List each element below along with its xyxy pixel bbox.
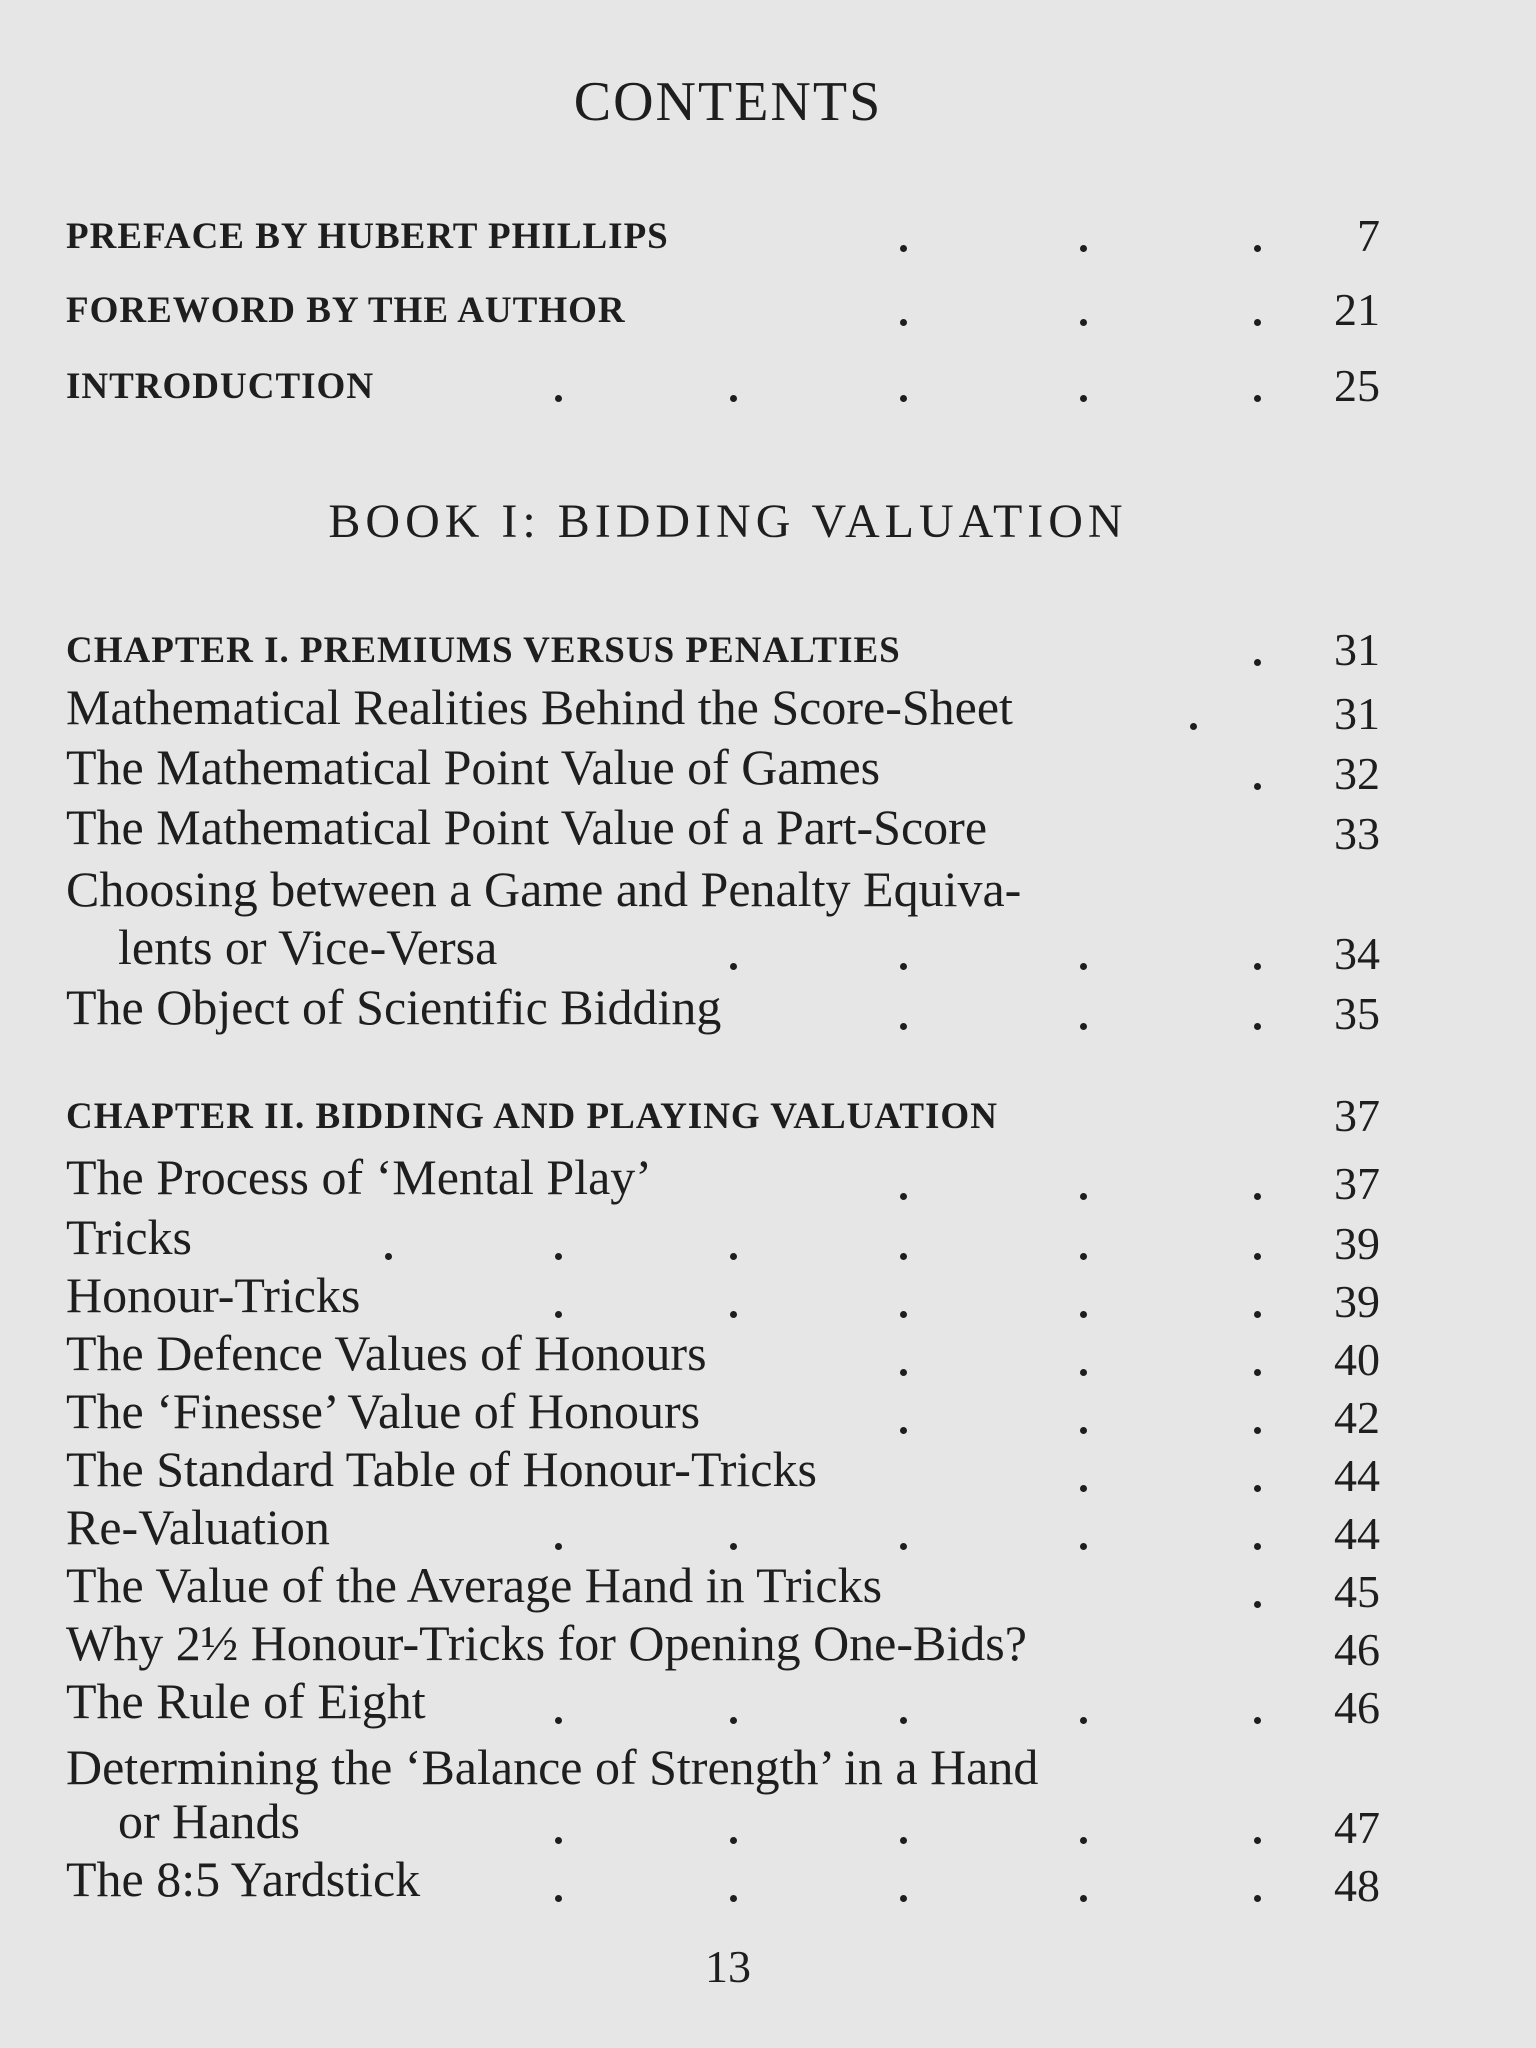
leader-dot — [555, 1837, 562, 1844]
chapter-label: CHAPTER I. PREMIUMS VERSUS PENALTIES — [66, 630, 901, 671]
leader-dot — [900, 963, 907, 970]
leader-dot — [900, 319, 907, 326]
leader-dots — [66, 756, 1266, 796]
leader-dot — [1254, 1311, 1261, 1318]
leader-dot — [900, 1717, 907, 1724]
toc-section — [66, 740, 1380, 800]
leader-dot — [1080, 1193, 1087, 1200]
section-page: 39 — [1334, 1276, 1380, 1327]
leader-dot — [555, 1253, 562, 1260]
leader-dot — [1080, 319, 1087, 326]
toc-section — [66, 1500, 1380, 1560]
leader-dot — [1254, 783, 1261, 790]
section-label: The Defence Values of Honours — [66, 1325, 707, 1381]
toc-entry-introduction — [66, 352, 1380, 412]
section-label: The Mathematical Point Value of Games — [66, 739, 881, 795]
leader-dot — [1254, 245, 1261, 252]
leader-dot — [900, 1023, 907, 1030]
toc-section — [66, 1384, 1380, 1444]
section-page: 44 — [1334, 1508, 1380, 1559]
section-label-line2: or Hands — [118, 1793, 300, 1849]
leader-dots — [66, 1098, 1266, 1138]
leader-dots — [66, 1632, 1266, 1672]
leader-dot — [1254, 1837, 1261, 1844]
leader-dot — [1254, 1369, 1261, 1376]
toc-entry-label: PREFACE BY HUBERT PHILLIPS — [66, 216, 669, 257]
toc-entry-page: 25 — [1334, 360, 1380, 411]
leader-dot — [555, 1543, 562, 1550]
section-label: The Process of ‘Mental Play’ — [66, 1149, 652, 1205]
toc-section — [66, 920, 1380, 980]
page-number: 13 — [705, 1941, 751, 1992]
section-label: The Object of Scientific Bidding — [66, 979, 722, 1035]
section-label-line2: lents or Vice-Versa — [118, 919, 498, 975]
leader-dot — [1080, 1895, 1087, 1902]
toc-section — [66, 1442, 1380, 1502]
leader-dot — [1254, 1601, 1261, 1608]
leader-dot — [1080, 1717, 1087, 1724]
page-title: CONTENTS — [573, 71, 883, 133]
toc-section — [66, 800, 1380, 860]
leader-dot — [1254, 659, 1261, 666]
leader-dot — [1080, 1837, 1087, 1844]
leader-dots — [66, 1690, 1266, 1730]
leader-dot — [730, 395, 737, 402]
leader-dot — [1080, 1311, 1087, 1318]
leader-dots — [66, 292, 1266, 332]
leader-dot — [1080, 1543, 1087, 1550]
section-label: The Standard Table of Honour-Tricks — [66, 1441, 817, 1497]
section-page: 48 — [1334, 1860, 1380, 1911]
leader-dot — [1080, 395, 1087, 402]
section-page: 42 — [1334, 1392, 1380, 1443]
section-page: 39 — [1334, 1218, 1380, 1269]
leader-dot — [900, 1895, 907, 1902]
leader-dot — [900, 395, 907, 402]
section-label: The Rule of Eight — [66, 1673, 426, 1729]
leader-dot — [730, 1717, 737, 1724]
leader-dots — [66, 218, 1266, 258]
toc-entry-label: INTRODUCTION — [66, 366, 375, 407]
leader-dots — [66, 1400, 1266, 1440]
leader-dot — [1254, 1543, 1261, 1550]
section-page: 46 — [1334, 1624, 1380, 1675]
section-page: 44 — [1334, 1450, 1380, 1501]
toc-section — [66, 1794, 1380, 1854]
book-title: BOOK I: BIDDING VALUATION — [328, 495, 1128, 548]
leader-dots — [66, 632, 1266, 672]
leader-dot — [1254, 395, 1261, 402]
leader-dots — [66, 1166, 1266, 1206]
section-label: The Mathematical Point Value of a Part-Score — [66, 799, 988, 855]
toc-section — [66, 1150, 1380, 1210]
leader-dot — [730, 1837, 737, 1844]
leader-dots — [66, 816, 1266, 856]
section-page: 47 — [1334, 1802, 1380, 1853]
toc-section — [66, 1326, 1380, 1386]
leader-dot — [900, 1311, 907, 1318]
leader-dot — [1254, 1485, 1261, 1492]
toc-section — [66, 1558, 1380, 1618]
leader-dots — [66, 696, 1266, 736]
toc-chapter-1 — [66, 616, 1380, 676]
toc-chapter-2 — [66, 1082, 1380, 1142]
section-page: 40 — [1334, 1334, 1380, 1385]
leader-dot — [1080, 963, 1087, 970]
section-page: 32 — [1334, 748, 1380, 799]
chapter-page: 31 — [1334, 624, 1380, 675]
leader-dot — [730, 963, 737, 970]
leader-dots — [66, 1458, 1266, 1498]
leader-dot — [555, 1311, 562, 1318]
section-page: 31 — [1334, 688, 1380, 739]
leader-dot — [900, 1253, 907, 1260]
section-label: Why 2½ Honour-Tricks for Opening One-Bids? — [66, 1615, 1027, 1671]
leader-dot — [1254, 1023, 1261, 1030]
leader-dots — [66, 1342, 1266, 1382]
leader-dots — [66, 1868, 1266, 1908]
leader-dot — [1080, 1023, 1087, 1030]
chapter-label: CHAPTER II. BIDDING AND PLAYING VALUATION — [66, 1096, 998, 1137]
section-page: 34 — [1334, 928, 1380, 979]
leader-dots — [66, 996, 1266, 1036]
leader-dot — [1254, 1193, 1261, 1200]
section-label-line1: Determining the ‘Balance of Strength’ in a Hand — [66, 1739, 1039, 1795]
leader-dots — [66, 1516, 1266, 1556]
leader-dot — [1254, 1895, 1261, 1902]
section-page: 46 — [1334, 1682, 1380, 1733]
leader-dots — [66, 1810, 1266, 1850]
section-label: Re-Valuation — [66, 1499, 330, 1555]
leader-dot — [1254, 1717, 1261, 1724]
section-label: The ‘Finesse’ Value of Honours — [66, 1383, 701, 1439]
toc-entry-label: FOREWORD BY THE AUTHOR — [66, 290, 626, 331]
section-page: 33 — [1334, 808, 1380, 859]
leader-dot — [1080, 1485, 1087, 1492]
leader-dots — [66, 368, 1266, 408]
leader-dot — [900, 1369, 907, 1376]
leader-dot — [900, 1543, 907, 1550]
leader-dot — [1190, 723, 1197, 730]
leader-dot — [555, 1717, 562, 1724]
toc-entry-foreword — [66, 276, 1380, 336]
section-label: The Value of the Average Hand in Tricks — [66, 1557, 883, 1613]
leader-dot — [900, 1193, 907, 1200]
section-page: 37 — [1334, 1158, 1380, 1209]
section-page: 45 — [1334, 1566, 1380, 1617]
section-label: The 8:5 Yardstick — [66, 1851, 421, 1907]
leader-dot — [1080, 245, 1087, 252]
leader-dot — [1254, 1427, 1261, 1434]
leader-dot — [900, 1427, 907, 1434]
toc-entry-preface — [66, 202, 1380, 262]
toc-section — [66, 680, 1380, 740]
section-label: Tricks — [66, 1209, 192, 1265]
leader-dot — [730, 1895, 737, 1902]
toc-section — [66, 1210, 1380, 1270]
section-label: Mathematical Realities Behind the Score-Sheet — [66, 679, 1013, 735]
toc-section — [66, 1616, 1380, 1676]
leader-dots — [66, 936, 1266, 976]
leader-dot — [900, 245, 907, 252]
leader-dot — [1254, 319, 1261, 326]
toc-entry-page: 7 — [1357, 210, 1380, 261]
leader-dot — [1254, 963, 1261, 970]
toc-section — [66, 1852, 1380, 1912]
leader-dots — [66, 1574, 1266, 1614]
chapter-page: 37 — [1334, 1090, 1380, 1141]
section-label: Honour-Tricks — [66, 1267, 361, 1323]
leader-dot — [730, 1311, 737, 1318]
leader-dots — [66, 1284, 1266, 1324]
leader-dot — [1080, 1253, 1087, 1260]
section-label-line1: Choosing between a Game and Penalty Equiva- — [66, 861, 1022, 917]
toc-entry-page: 21 — [1334, 284, 1380, 335]
leader-dot — [1080, 1427, 1087, 1434]
leader-dots — [66, 1226, 1266, 1266]
leader-dot — [555, 395, 562, 402]
leader-dot — [1080, 1369, 1087, 1376]
toc-section — [66, 980, 1380, 1040]
toc-section — [66, 1268, 1380, 1328]
leader-dot — [1254, 1253, 1261, 1260]
leader-dot — [730, 1543, 737, 1550]
leader-dot — [730, 1253, 737, 1260]
leader-dot — [555, 1895, 562, 1902]
leader-dot — [385, 1253, 392, 1260]
toc-section — [66, 1674, 1380, 1734]
section-page: 35 — [1334, 988, 1380, 1039]
leader-dot — [900, 1837, 907, 1844]
